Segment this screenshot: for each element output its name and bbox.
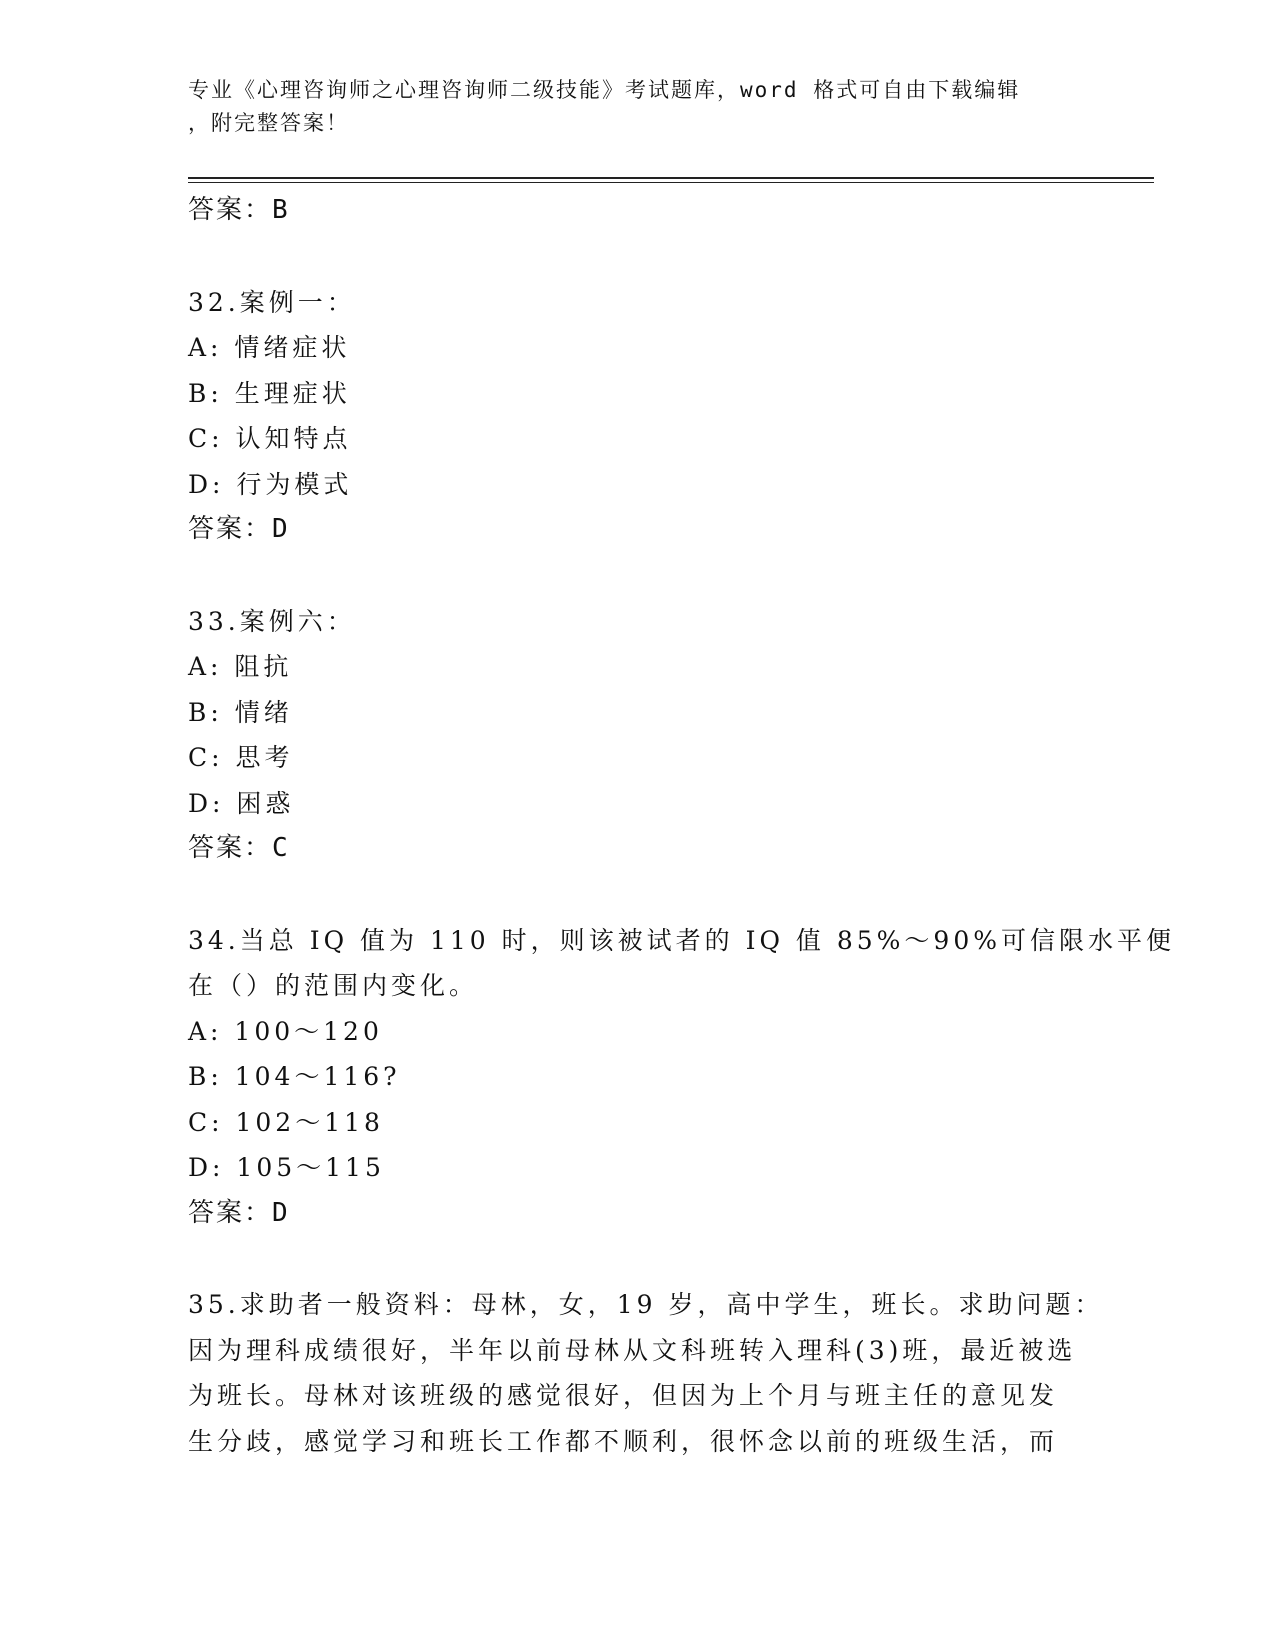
header-divider — [188, 177, 1154, 179]
option-a: A: 阻抗 — [188, 652, 293, 681]
option-c: C: 认知特点 — [188, 424, 352, 453]
question-stem-line-1: 34.当总 IQ 值为 110 时，则该被试者的 IQ 值 85%～90%可信限水平便 — [188, 925, 1175, 955]
header-divider-thin — [188, 182, 1154, 183]
option-b: B: 情绪 — [188, 697, 293, 727]
answer: 答案：D — [188, 514, 290, 544]
option-b: B: 104～116? — [188, 1062, 401, 1091]
option-a: A: 情绪症状 — [188, 333, 351, 362]
answer: 答案：D — [188, 1197, 290, 1228]
question-content — [188, 188, 1175, 1464]
question-34 — [188, 918, 1175, 1237]
answer: 答案：C — [188, 833, 290, 863]
header-line-2: ，附完整答案！ — [188, 111, 349, 135]
header-line-1: 专业《心理咨询师之心理咨询师二级技能》考试题库，word 格式可自由下载编辑 — [188, 78, 1021, 102]
option-c: C: 思考 — [188, 743, 294, 772]
question-35 — [188, 1282, 1104, 1464]
question-33 — [188, 599, 1088, 872]
option-d: D: 困惑 — [188, 788, 295, 818]
option-d: D: 105～115 — [188, 1153, 385, 1182]
document-header — [188, 74, 1088, 140]
question-text-line-1: 35.求助者一般资料：母林，女，19 岁，高中学生，班长。求助问题： — [188, 1290, 1104, 1319]
question-stem: 32.案例一： — [188, 287, 356, 317]
option-a: A: 100～120 — [188, 1016, 383, 1046]
option-c: C: 102～118 — [188, 1107, 384, 1137]
option-b: B: 生理症状 — [188, 378, 351, 408]
question-text-line-3: 为班长。母林对该班级的感觉很好，但因为上个月与班主任的意见发 — [188, 1381, 1059, 1410]
question-stem-line-2: 在（）的范围内变化。 — [188, 971, 479, 1000]
option-d: D: 行为模式 — [188, 469, 353, 499]
question-text-line-4: 生分歧，感觉学习和班长工作都不顺利，很怀念以前的班级生活，而 — [188, 1426, 1059, 1456]
question-text-line-2: 因为理科成绩很好，半年以前母林从文科班转入理科(3)班，最近被选 — [188, 1335, 1077, 1365]
question-32 — [188, 280, 1088, 553]
question-stem: 33.案例六： — [188, 606, 356, 636]
answer-31: 答案：B — [188, 195, 290, 225]
